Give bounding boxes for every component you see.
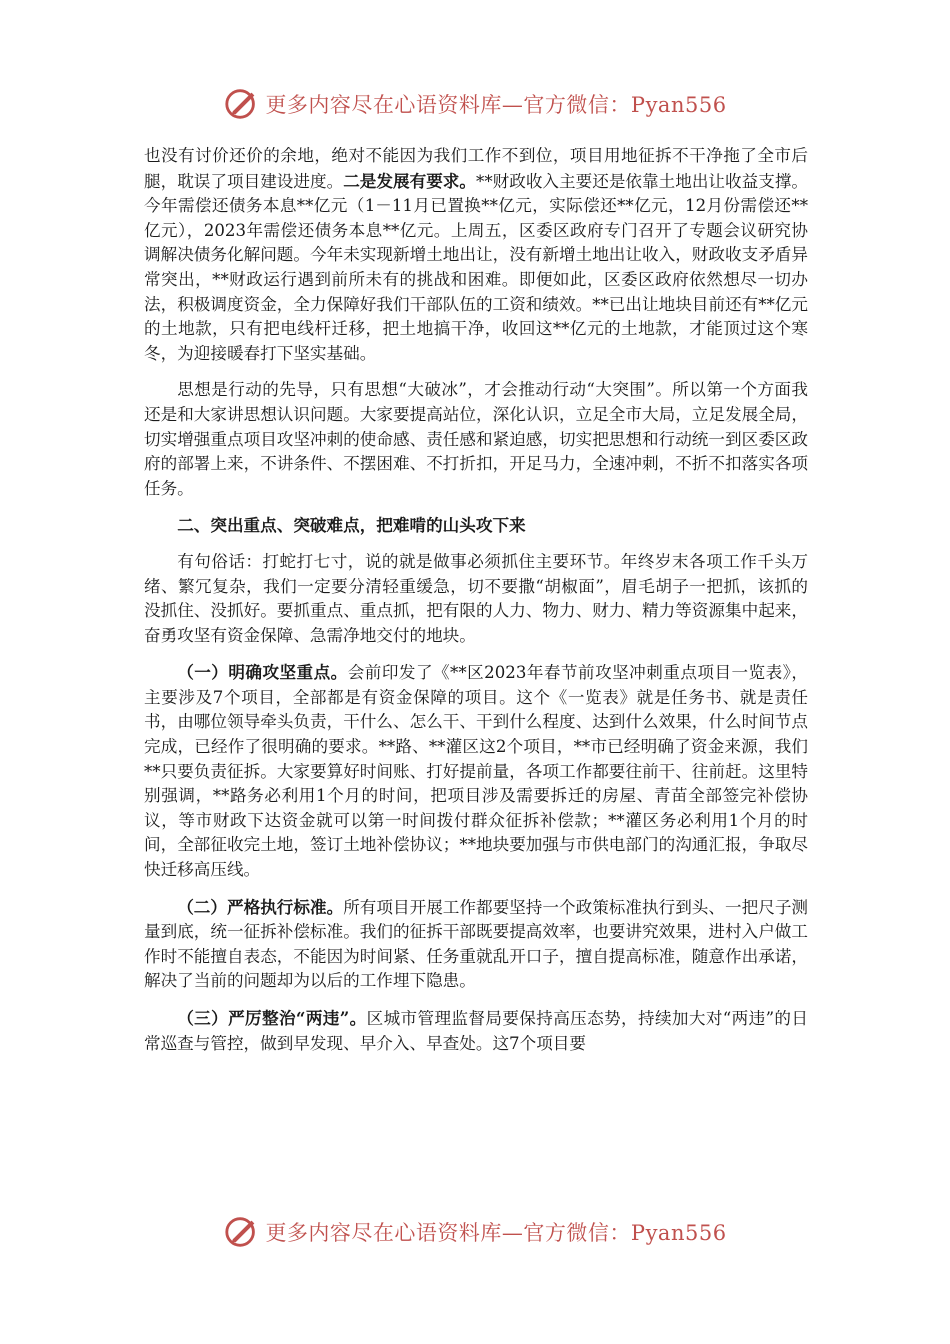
p6-text: 区城市管理监督局要保持高压态势，持续加大对“两违”的日常巡查与管控，做到早发现、早介入、早查处。这7个项目要 <box>144 1009 808 1053</box>
pen-logo-icon <box>223 1213 261 1251</box>
p1-text-a: 也没有讨价还价的余地，绝对不能因为我们工作不到位，项目用地征拆不干净拖了全市后腿，耽误了项目建设进度。 <box>144 146 808 191</box>
p4-bold: （一）明确攻坚重点。 <box>177 662 348 683</box>
section-heading-2: 二、突出重点、突破难点，把难啃的山头攻下来 <box>177 515 526 536</box>
paragraph-4 <box>144 660 808 882</box>
p5-text: 所有项目开展工作都要坚持一个政策标准执行到头、一把尺子测量到底，统一征拆补偿标准。我们的征拆干部既要提高效率，也要讲究效果，进村入户做工作时不能擅自表态，不能因为时间紧、任务重就乱开口子，擅自提高标准，随意作出承诺，解决了当前的问题却为以后的工作埋下隐患。 <box>144 897 809 991</box>
paragraph-5 <box>144 895 808 994</box>
p1-bold: 二是发展有要求。 <box>343 170 477 191</box>
p4-text: 会前印发了《**区2023年春节前攻坚冲刺重点项目一览表》，主要涉及7个项目，全部都是有资金保障的项目。这个《一览表》就是任务书、就是责任书，由哪位领导牵头负责，干什么、怎么干、干到什么程度、达到什么效果，什么时间节点完成，已经作了很明确的要求。**路、**灌区这2个项目，**市已经明确了资金来源，我们**只要负责征拆。大家要算好时间账、打好提前量，各项工作都要往前干、往前赶。这里特别强调，**路务必利用1个月的时间，把项目涉及需要拆迁的房屋、青苗全部签完补偿协议，等市财政下达资金就可以第一时间拨付群众征拆补偿款；**灌区务必利用1个月的时间，全部征收完土地，签订土地补偿协议；**地块要加强与市供电部门的沟通汇报，争取尽快迁移高压线。 <box>144 663 809 880</box>
p6-bold: （三）严厉整治“两违”。 <box>177 1008 367 1028</box>
footer-banner-text: 更多内容尽在心语资料库—官方微信：Pyan556 <box>265 1221 727 1245</box>
footer-banner <box>0 1212 950 1252</box>
paragraph-6 <box>144 1006 808 1056</box>
document-body <box>144 144 808 1068</box>
header-banner <box>0 84 950 124</box>
p5-bold: （二）严格执行标准。 <box>177 896 344 917</box>
p1-text-b: **财政收入主要还是依靠土地出让收益支撑。今年需偿还债务本息**亿元（1－11月已置换**亿元，实际偿还**亿元，12月份需偿还**亿元），2023年需偿还债务本息**亿元。上周五，区委区政府专门召开了专题会议研究协调解决债务化解问题。今年未实现新增土地出让，没有新增土地出让收入，财政收支矛盾异常突出，**财政运行遇到前所未有的挑战和困难。即便如此，区委区政府依然想尽一切办法，积极调度资金，全力保障好我们干部队伍的工资和绩效。**已出让地块目前还有**亿元的土地款，只有把电线杆迁移，把土地搞干净，收回这**亿元的土地款，才能顶过这个寒冬，为迎接暖春打下坚实基础。 <box>144 171 809 363</box>
paragraph-2: 思想是行动的先导，只有思想“大破冰”，才会推动行动“大突围”。所以第一个方面我还是和大家讲思想认识问题。大家要提高站位，深化认识，立足全市大局，立足发展全局，切实增强重点项目攻坚冲刺的使命感、责任感和紧迫感，切实把思想和行动统一到区委区政府的部署上来，不讲条件、不摆困难、不打折扣，开足马力，全速冲刺，不折不扣落实各项任务。 <box>144 380 808 498</box>
paragraph-3: 有句俗话：打蛇打七寸，说的就是做事必须抓住主要环节。年终岁末各项工作千头万绪、繁冗复杂，我们一定要分清轻重缓急，切不要撒“胡椒面”，眉毛胡子一把抓，该抓的没抓住、没抓好。要抓重点、重点抓，把有限的人力、物力、财力、精力等资源集中起来，奋勇攻坚有资金保障、急需净地交付的地块。 <box>144 551 808 645</box>
paragraph-1 <box>144 144 808 366</box>
banner-text: 更多内容尽在心语资料库—官方微信：Pyan556 <box>265 93 727 117</box>
pen-logo-icon <box>223 85 261 123</box>
